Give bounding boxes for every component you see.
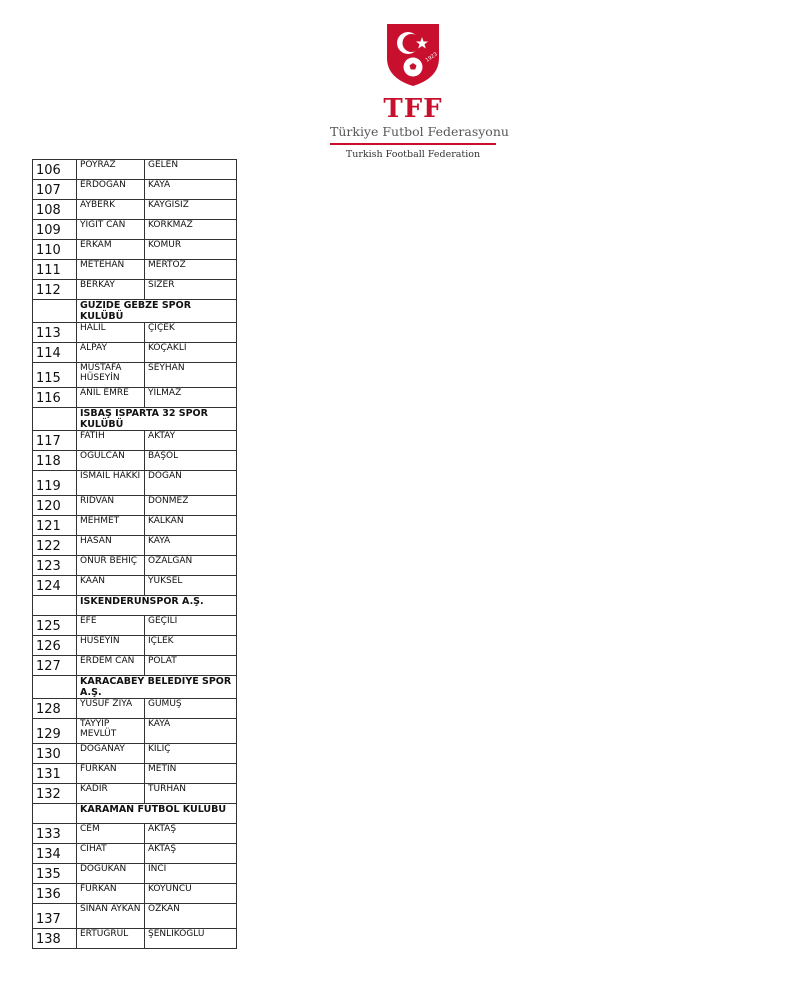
player-row	[33, 240, 237, 260]
player-row	[33, 388, 237, 408]
player-row	[33, 343, 237, 363]
club-name: İSKENDERUNSPOR A.Ş.	[77, 596, 237, 616]
player-first-name: KAAN	[77, 576, 145, 596]
player-first-name: ERTUĞRUL	[77, 929, 145, 949]
player-first-name: MEHMET	[77, 516, 145, 536]
player-last-name: GÜMÜŞ	[145, 699, 237, 719]
player-row	[33, 576, 237, 596]
player-number: 126	[33, 636, 77, 656]
brand-name-en: Turkish Football Federation	[345, 149, 481, 160]
player-last-name: KILIÇ	[145, 744, 237, 764]
player-row	[33, 536, 237, 556]
club-header-row	[33, 596, 237, 616]
player-row	[33, 200, 237, 220]
player-number: 116	[33, 388, 77, 408]
player-row	[33, 864, 237, 884]
player-first-name: ERDEM CAN	[77, 656, 145, 676]
player-number: 117	[33, 431, 77, 451]
player-last-name: AKTAŞ	[145, 824, 237, 844]
player-row	[33, 884, 237, 904]
player-row	[33, 719, 237, 744]
player-last-name: METİN	[145, 764, 237, 784]
player-last-name: KALKAN	[145, 516, 237, 536]
player-last-name: SİZER	[145, 280, 237, 300]
club-name: KARAMAN FUTBOL KULÜBÜ	[77, 804, 237, 824]
player-last-name: KORKMAZ	[145, 220, 237, 240]
player-roster-table	[32, 159, 237, 949]
player-number: 109	[33, 220, 77, 240]
player-first-name: BERKAY	[77, 280, 145, 300]
player-first-name: ERDOĞAN	[77, 180, 145, 200]
player-number: 137	[33, 904, 77, 929]
brand-title: TFF	[383, 94, 443, 124]
player-row	[33, 904, 237, 929]
player-first-name: HÜSEYİN	[77, 636, 145, 656]
player-last-name: ŞENLİKOĞLU	[145, 929, 237, 949]
player-last-name: KAYA	[145, 719, 237, 744]
player-number: 125	[33, 616, 77, 636]
player-first-name: AYBERK	[77, 200, 145, 220]
player-first-name: EFE	[77, 616, 145, 636]
player-number: 118	[33, 451, 77, 471]
player-first-name: ALPAY	[77, 343, 145, 363]
logo-year: 1923	[424, 51, 439, 64]
player-number: 136	[33, 884, 77, 904]
player-row	[33, 516, 237, 536]
player-number: 107	[33, 180, 77, 200]
player-first-name: ANIL EMRE	[77, 388, 145, 408]
player-last-name: TURHAN	[145, 784, 237, 804]
player-row	[33, 784, 237, 804]
player-first-name: METEHAN	[77, 260, 145, 280]
player-last-name: KÖMÜR	[145, 240, 237, 260]
club-header-row	[33, 300, 237, 323]
club-name: KARACABEY BELEDİYE SPOR A.Ş.	[77, 676, 237, 699]
player-first-name: FURKAN	[77, 764, 145, 784]
player-row	[33, 431, 237, 451]
player-last-name: İÇLEK	[145, 636, 237, 656]
player-row	[33, 636, 237, 656]
player-row	[33, 844, 237, 864]
player-last-name: ÖZALGAN	[145, 556, 237, 576]
tff-header	[330, 20, 509, 161]
player-row	[33, 363, 237, 388]
club-header-row	[33, 408, 237, 431]
club-name: ISBAŞ ISPARTA 32 SPOR KULÜBÜ	[77, 408, 237, 431]
player-row	[33, 220, 237, 240]
player-first-name: MUSTAFA HÜSEYİN	[77, 363, 145, 388]
player-number: 110	[33, 240, 77, 260]
brand-divider	[330, 143, 496, 145]
player-row	[33, 699, 237, 719]
player-row	[33, 764, 237, 784]
player-row	[33, 471, 237, 496]
player-first-name: CEM	[77, 824, 145, 844]
player-first-name: SİNAN AYKAN	[77, 904, 145, 929]
player-number: 128	[33, 699, 77, 719]
player-number: 133	[33, 824, 77, 844]
player-number: 114	[33, 343, 77, 363]
player-row	[33, 451, 237, 471]
player-number: 130	[33, 744, 77, 764]
player-number: 120	[33, 496, 77, 516]
club-row-spacer	[33, 408, 77, 431]
player-row	[33, 616, 237, 636]
player-last-name: POLAT	[145, 656, 237, 676]
player-row	[33, 744, 237, 764]
player-first-name: ERKAM	[77, 240, 145, 260]
player-last-name: GELEN	[145, 160, 237, 180]
tff-crest-icon	[383, 20, 443, 90]
club-name: GÜZİDE GEBZE SPOR KULÜBÜ	[77, 300, 237, 323]
player-number: 124	[33, 576, 77, 596]
player-first-name: POYRAZ	[77, 160, 145, 180]
club-row-spacer	[33, 596, 77, 616]
player-number: 106	[33, 160, 77, 180]
player-first-name: FURKAN	[77, 884, 145, 904]
player-first-name: İSMAİL HAKKI	[77, 471, 145, 496]
player-first-name: OĞULCAN	[77, 451, 145, 471]
player-row	[33, 180, 237, 200]
player-row	[33, 656, 237, 676]
player-first-name: YUSUF ZİYA	[77, 699, 145, 719]
player-last-name: KAYA	[145, 536, 237, 556]
player-number: 122	[33, 536, 77, 556]
player-first-name: KADİR	[77, 784, 145, 804]
club-row-spacer	[33, 676, 77, 699]
player-number: 111	[33, 260, 77, 280]
player-row	[33, 280, 237, 300]
club-row-spacer	[33, 300, 77, 323]
player-last-name: YÜKSEL	[145, 576, 237, 596]
player-number: 123	[33, 556, 77, 576]
player-last-name: ÇİÇEK	[145, 323, 237, 343]
player-number: 113	[33, 323, 77, 343]
player-first-name: FATİH	[77, 431, 145, 451]
player-first-name: TAYYİP MEVLÜT	[77, 719, 145, 744]
player-first-name: DOĞANAY	[77, 744, 145, 764]
player-last-name: KAYGISIZ	[145, 200, 237, 220]
player-last-name: KOYUNCU	[145, 884, 237, 904]
player-row	[33, 496, 237, 516]
player-first-name: ONUR BEHİÇ	[77, 556, 145, 576]
player-last-name: DÖNMEZ	[145, 496, 237, 516]
player-number: 131	[33, 764, 77, 784]
player-last-name: BAŞOL	[145, 451, 237, 471]
player-last-name: SEYHAN	[145, 363, 237, 388]
player-number: 115	[33, 363, 77, 388]
player-number: 134	[33, 844, 77, 864]
player-number: 127	[33, 656, 77, 676]
player-number: 121	[33, 516, 77, 536]
player-last-name: ÖZKAN	[145, 904, 237, 929]
player-first-name: RIDVAN	[77, 496, 145, 516]
player-row	[33, 556, 237, 576]
club-header-row	[33, 804, 237, 824]
player-first-name: CİHAT	[77, 844, 145, 864]
player-last-name: KOÇAKLI	[145, 343, 237, 363]
player-row	[33, 824, 237, 844]
player-number: 138	[33, 929, 77, 949]
player-row	[33, 160, 237, 180]
player-number: 135	[33, 864, 77, 884]
player-row	[33, 323, 237, 343]
player-last-name: AKTAŞ	[145, 844, 237, 864]
player-number: 112	[33, 280, 77, 300]
club-row-spacer	[33, 804, 77, 824]
player-last-name: KAYA	[145, 180, 237, 200]
player-first-name: HASAN	[77, 536, 145, 556]
player-last-name: MERTÖZ	[145, 260, 237, 280]
player-last-name: GEÇİLİ	[145, 616, 237, 636]
brand-name-tr: Türkiye Futbol Federasyonu	[330, 124, 509, 139]
player-first-name: YİĞİT CAN	[77, 220, 145, 240]
player-number: 132	[33, 784, 77, 804]
player-last-name: DOĞAN	[145, 471, 237, 496]
player-number: 119	[33, 471, 77, 496]
player-number: 129	[33, 719, 77, 744]
player-first-name: DOĞUKAN	[77, 864, 145, 884]
player-last-name: AKTAY	[145, 431, 237, 451]
player-first-name: HALİL	[77, 323, 145, 343]
player-last-name: YILMAZ	[145, 388, 237, 408]
player-number: 108	[33, 200, 77, 220]
player-row	[33, 260, 237, 280]
club-header-row	[33, 676, 237, 699]
player-last-name: İNCİ	[145, 864, 237, 884]
player-row	[33, 929, 237, 949]
